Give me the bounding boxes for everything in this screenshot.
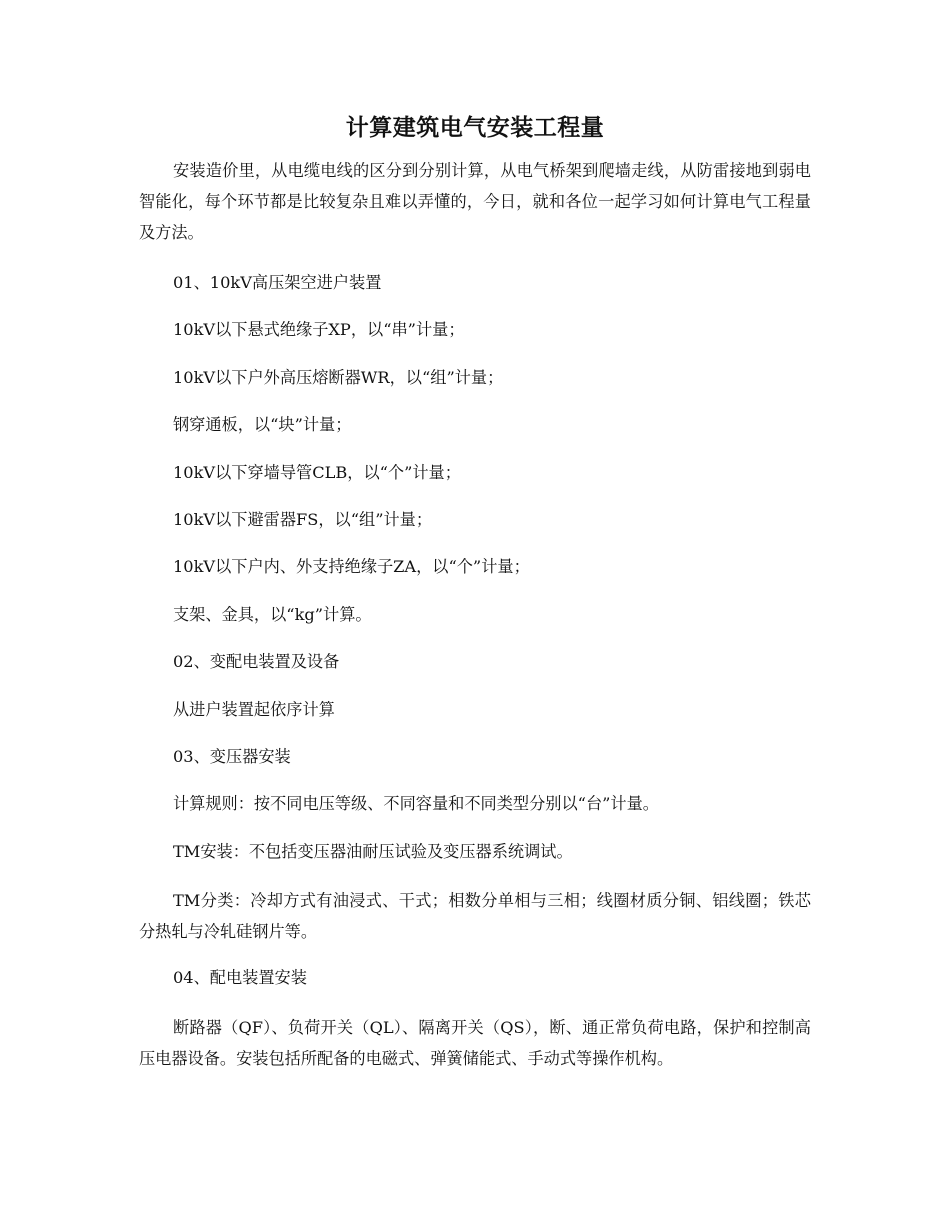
section-4-heading: 04、配电装置安装 [173, 968, 307, 987]
item-arrester: 10kV以下避雷器FS，以“组”计量； [173, 510, 433, 529]
section-2-text: 从进户装置起依序计算 [173, 700, 335, 719]
section-2-heading: 02、变配电装置及设备 [173, 652, 340, 671]
item-steel-plate: 钢穿通板，以“块”计量； [173, 415, 352, 434]
section-3-tm-install: TM安装：不包括变压器油耐压试验及变压器系统调试。 [173, 842, 573, 861]
section-3-tm-types: TM分类：冷却方式有油浸式、干式；相数分单相与三相；线圈材质分铜、铝线圈；铁芯分热轧与冷轧硅钢片等。 [139, 891, 811, 941]
item-bracket-fittings: 支架、金具，以“kg”计算。 [173, 605, 372, 624]
section-1-heading: 01、10kV高压架空进户装置 [173, 273, 382, 292]
item-suspension-insulator: 10kV以下悬式绝缘子XP，以“串”计量； [173, 320, 465, 339]
intro-paragraph: 安装造价里，从电缆电线的区分到分别计算，从电气桥架到爬墙走线，从防雷接地到弱电智能化，每个环节都是比较复杂且难以弄懂的，今日，就和各位一起学习如何计算电气工程量及方法。 [139, 161, 811, 242]
section-4-text: 断路器（QF）、负荷开关（QL）、隔离开关（QS），断、通正常负荷电路，保护和控制高压电器设备。安装包括所配备的电磁式、弹簧储能式、手动式等操作机构。 [139, 1018, 811, 1068]
section-3-heading: 03、变压器安装 [173, 747, 291, 766]
item-support-insulator: 10kV以下户内、外支持绝缘子ZA，以“个”计量； [173, 557, 530, 576]
item-outdoor-fuse: 10kV以下户外高压熔断器WR，以“组”计量； [173, 368, 504, 387]
item-wall-bushing: 10kV以下穿墙导管CLB，以“个”计量； [173, 463, 461, 482]
document-title: 计算建筑电气安装工程量 [345, 114, 605, 141]
section-3-rule: 计算规则：按不同电压等级、不同容量和不同类型分别以“台”计量。 [173, 794, 659, 813]
